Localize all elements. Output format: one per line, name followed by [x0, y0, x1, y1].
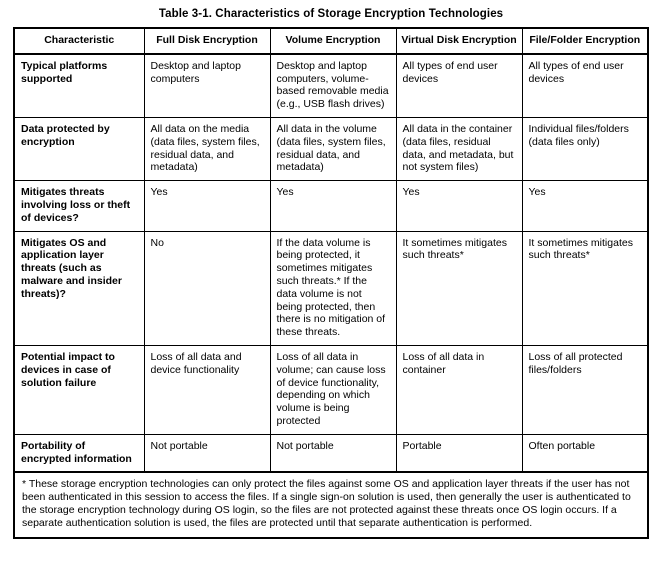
- cell-value: Desktop and laptop computers: [144, 54, 270, 118]
- cell-value: All data on the media (data files, system files, residual data, and metadata): [144, 117, 270, 180]
- table-header-row: [14, 28, 648, 54]
- cell-value: All types of end user devices: [396, 54, 522, 118]
- table-row: [14, 345, 648, 434]
- cell-value: Individual files/folders (data files only): [522, 117, 648, 180]
- cell-value: No: [144, 231, 270, 345]
- row-label-mitigates-loss-theft: Mitigates threats involving loss or theft of devices?: [14, 181, 144, 231]
- table-body: [14, 54, 648, 538]
- cell-value: Yes: [270, 181, 396, 231]
- row-label-portability: Portability of encrypted information: [14, 434, 144, 472]
- cell-value: Often portable: [522, 434, 648, 472]
- cell-value: All types of end user devices: [522, 54, 648, 118]
- cell-value: Yes: [144, 181, 270, 231]
- cell-value: Desktop and laptop computers, volume-based removable media (e.g., USB flash drives): [270, 54, 396, 118]
- cell-value: Not portable: [144, 434, 270, 472]
- column-header-volume-encryption: Volume Encryption: [270, 28, 396, 54]
- cell-value: Not portable: [270, 434, 396, 472]
- cell-value: Portable: [396, 434, 522, 472]
- cell-value: It sometimes mitigates such threats*: [522, 231, 648, 345]
- table-footnote-row: [14, 472, 648, 537]
- row-label-data-protected: Data protected by encryption: [14, 117, 144, 180]
- row-label-mitigates-os-app-threats: Mitigates OS and application layer threats (such as malware and insider threats)?: [14, 231, 144, 345]
- table-row: [14, 181, 648, 231]
- table-row: [14, 54, 648, 118]
- row-label-typical-platforms: Typical platforms supported: [14, 54, 144, 118]
- table-caption: Table 3-1. Characteristics of Storage Encryption Technologies: [158, 8, 504, 20]
- cell-value: Loss of all data and device functionality: [144, 345, 270, 434]
- cell-value: Loss of all data in volume; can cause loss of device functionality, depending on which volume is being protected: [270, 345, 396, 434]
- cell-value: All data in the volume (data files, system files, residual data, and metadata): [270, 117, 396, 180]
- row-label-potential-impact: Potential impact to devices in case of solution failure: [14, 345, 144, 434]
- cell-value: All data in the container (data files, residual data, and metadata, but not system files): [396, 117, 522, 180]
- cell-value: If the data volume is being protected, it sometimes mitigates such threats.* If the data volume is not being protected, then there is no mitigation of these threats.: [270, 231, 396, 345]
- cell-value: It sometimes mitigates such threats*: [396, 231, 522, 345]
- column-header-full-disk-encryption: Full Disk Encryption: [144, 28, 270, 54]
- cell-value: Loss of all protected files/folders: [522, 345, 648, 434]
- column-header-characteristic: Characteristic: [14, 28, 144, 54]
- cell-value: Yes: [396, 181, 522, 231]
- cell-value: Yes: [522, 181, 648, 231]
- table-row: [14, 434, 648, 472]
- table-header: [14, 28, 648, 54]
- document-page: [0, 8, 662, 588]
- table-row: [14, 117, 648, 180]
- column-header-virtual-disk-encryption: Virtual Disk Encryption: [396, 28, 522, 54]
- table-footnote: * These storage encryption technologies can only protect the files against some OS and application layer threats if the user has not been authenticated in this session to access the files. If a single sign-on solution is used, then generally the user is authenticated to the storage encryption technology during OS login, so the files are not protected against these threats once OS login occurs. If a separate authentication solution is used, the files are protected until that separate authentication is performed.: [14, 472, 648, 537]
- cell-value: Loss of all data in container: [396, 345, 522, 434]
- storage-encryption-characteristics-table: [13, 27, 649, 539]
- table-row: [14, 231, 648, 345]
- column-header-file-folder-encryption: File/Folder Encryption: [522, 28, 648, 54]
